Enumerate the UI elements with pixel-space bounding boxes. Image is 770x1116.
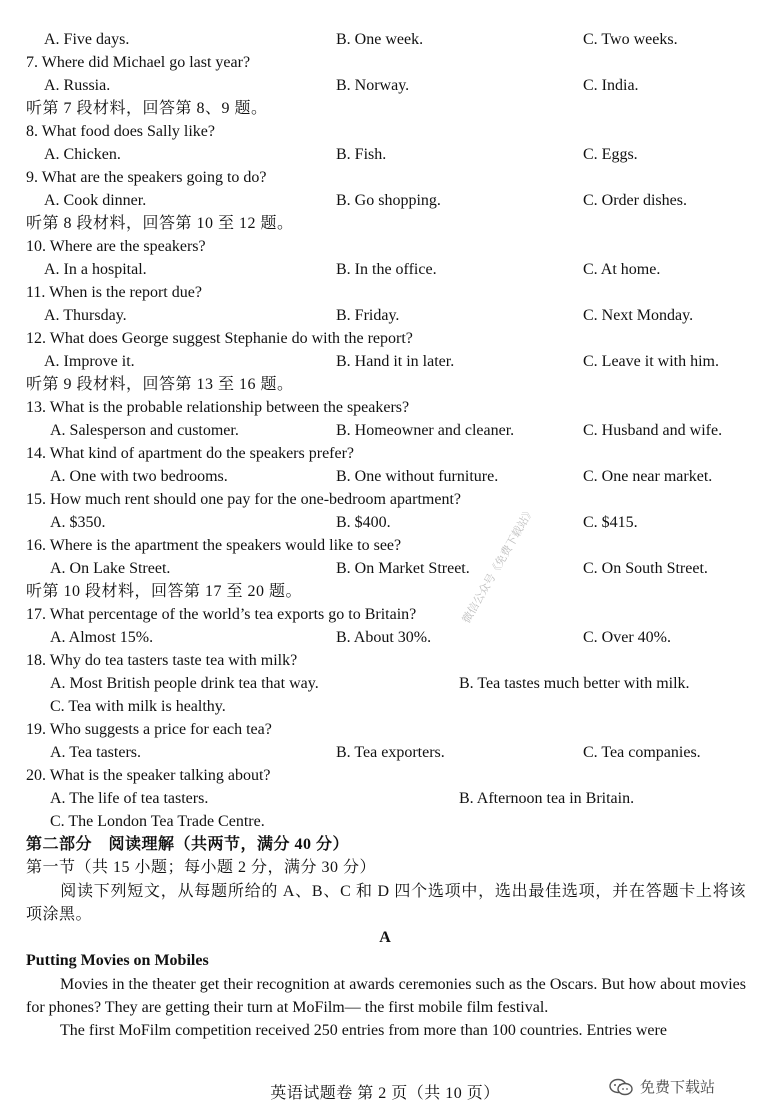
q10-option-a: A. In a hospital. (44, 261, 147, 278)
q14-stem: 14. What kind of apartment do the speakers prefer? (26, 445, 355, 462)
q19-option-c: C. Tea companies. (583, 744, 701, 761)
q13-stem: 13. What is the probable relationship between the speakers? (26, 399, 410, 416)
q15-option-c: C. $415. (583, 514, 638, 531)
q11-option-c: C. Next Monday. (583, 307, 694, 324)
q13-option-b: B. Homeowner and cleaner. (336, 422, 515, 439)
q20-stem: 20. What is the speaker talking about? (26, 767, 271, 784)
section-10-heading: 听第 10 段材料，回答第 17 至 20 题。 (26, 583, 303, 600)
q18-option-b: B. Tea tastes much better with milk. (459, 675, 690, 692)
q20-option-b: B. Afternoon tea in Britain. (459, 790, 635, 807)
part-2-section-1: 第一节（共 15 小题；每小题 2 分，满分 30 分） (26, 859, 377, 876)
q6-option-b: B. One week. (336, 31, 424, 48)
part-2-instructions (26, 880, 746, 926)
q14-option-c: C. One near market. (583, 468, 713, 485)
q11-stem: 11. When is the report due? (26, 284, 202, 301)
q7-option-b: B. Norway. (336, 77, 410, 94)
q13-option-c: C. Husband and wife. (583, 422, 723, 439)
q11-option-a: A. Thursday. (44, 307, 127, 324)
q15-option-b: B. $400. (336, 514, 391, 531)
q18-option-c: C. Tea with milk is healthy. (50, 698, 226, 715)
q17-option-b: B. About 30%. (336, 629, 432, 646)
q12-option-a: A. Improve it. (44, 353, 135, 370)
q9-option-c: C. Order dishes. (583, 192, 687, 209)
q17-option-c: C. Over 40%. (583, 629, 671, 646)
passage-paragraph-1 (26, 973, 746, 1019)
passage-p2-text: The first MoFilm competition received 250 entries from more than 100 countries. Entries were (60, 1022, 667, 1039)
q16-option-c: C. On South Street. (583, 560, 708, 577)
q14-option-b: B. One without furniture. (336, 468, 499, 485)
q12-stem: 12. What does George suggest Stephanie do with the report? (26, 330, 413, 347)
passage-p1-text: Movies in the theater get their recognition at awards ceremonies such as the Oscars. But how about movies for phones? They are getting their turn at MoFilm— the first mobile film festival. (26, 976, 746, 1016)
q15-stem: 15. How much rent should one pay for the one-bedroom apartment? (26, 491, 461, 508)
q8-option-a: A. Chicken. (44, 146, 121, 163)
q9-stem: 9. What are the speakers going to do? (26, 169, 267, 186)
q7-option-c: C. India. (583, 77, 639, 94)
q11-option-b: B. Friday. (336, 307, 400, 324)
q7-option-a: A. Russia. (44, 77, 111, 94)
q17-option-a: A. Almost 15%. (50, 629, 154, 646)
q13-option-a: A. Salesperson and customer. (50, 422, 239, 439)
passage-letter: A (379, 929, 391, 946)
q12-option-c: C. Leave it with him. (583, 353, 719, 370)
q16-stem: 16. Where is the apartment the speakers would like to see? (26, 537, 402, 554)
section-7-heading: 听第 7 段材料，回答第 8、9 题。 (26, 100, 268, 117)
q6-option-a: A. Five days. (44, 31, 130, 48)
q10-option-b: B. In the office. (336, 261, 437, 278)
q9-option-b: B. Go shopping. (336, 192, 441, 209)
q10-stem: 10. Where are the speakers? (26, 238, 206, 255)
page-footer: 英语试题卷 第 2 页（共 10 页） (270, 1085, 500, 1102)
passage-title: Putting Movies on Mobiles (26, 952, 209, 969)
q16-option-a: A. On Lake Street. (50, 560, 171, 577)
q19-option-a: A. Tea tasters. (50, 744, 141, 761)
q8-option-b: B. Fish. (336, 146, 387, 163)
passage-paragraph-2 (26, 1019, 746, 1042)
part-2-title: 第二部分 阅读理解（共两节，满分 40 分） (26, 836, 350, 853)
q18-stem: 18. Why do tea tasters taste tea with milk? (26, 652, 298, 669)
watermark-text: 微信公众号《免费下载站》 (459, 504, 537, 626)
q8-option-c: C. Eggs. (583, 146, 638, 163)
q15-option-a: A. $350. (50, 514, 106, 531)
section-8-heading: 听第 8 段材料，回答第 10 至 12 题。 (26, 215, 294, 232)
q9-option-a: A. Cook dinner. (44, 192, 147, 209)
q14-option-a: A. One with two bedrooms. (50, 468, 228, 485)
q7-stem: 7. Where did Michael go last year? (26, 54, 251, 71)
wechat-icon (608, 1078, 634, 1096)
q19-option-b: B. Tea exporters. (336, 744, 445, 761)
q8-stem: 8. What food does Sally like? (26, 123, 215, 140)
q19-stem: 19. Who suggests a price for each tea? (26, 721, 272, 738)
q20-option-c: C. The London Tea Trade Centre. (50, 813, 265, 830)
q18-option-a: A. Most British people drink tea that way. (50, 675, 319, 692)
q20-option-a: A. The life of tea tasters. (50, 790, 209, 807)
brand-badge (608, 1076, 715, 1097)
section-9-heading: 听第 9 段材料，回答第 13 至 16 题。 (26, 376, 294, 393)
q10-option-c: C. At home. (583, 261, 661, 278)
q6-option-c: C. Two weeks. (583, 31, 678, 48)
brand-label: 免费下载站 (640, 1078, 716, 1096)
q17-stem: 17. What percentage of the world’s tea exports go to Britain? (26, 606, 417, 623)
q12-option-b: B. Hand it in later. (336, 353, 455, 370)
instructions-text: 阅读下列短文，从每题所给的 A、B、C 和 D 四个选项中，选出最佳选项，并在答题卡上将该项涂黑。 (26, 883, 746, 923)
q16-option-b: B. On Market Street. (336, 560, 470, 577)
